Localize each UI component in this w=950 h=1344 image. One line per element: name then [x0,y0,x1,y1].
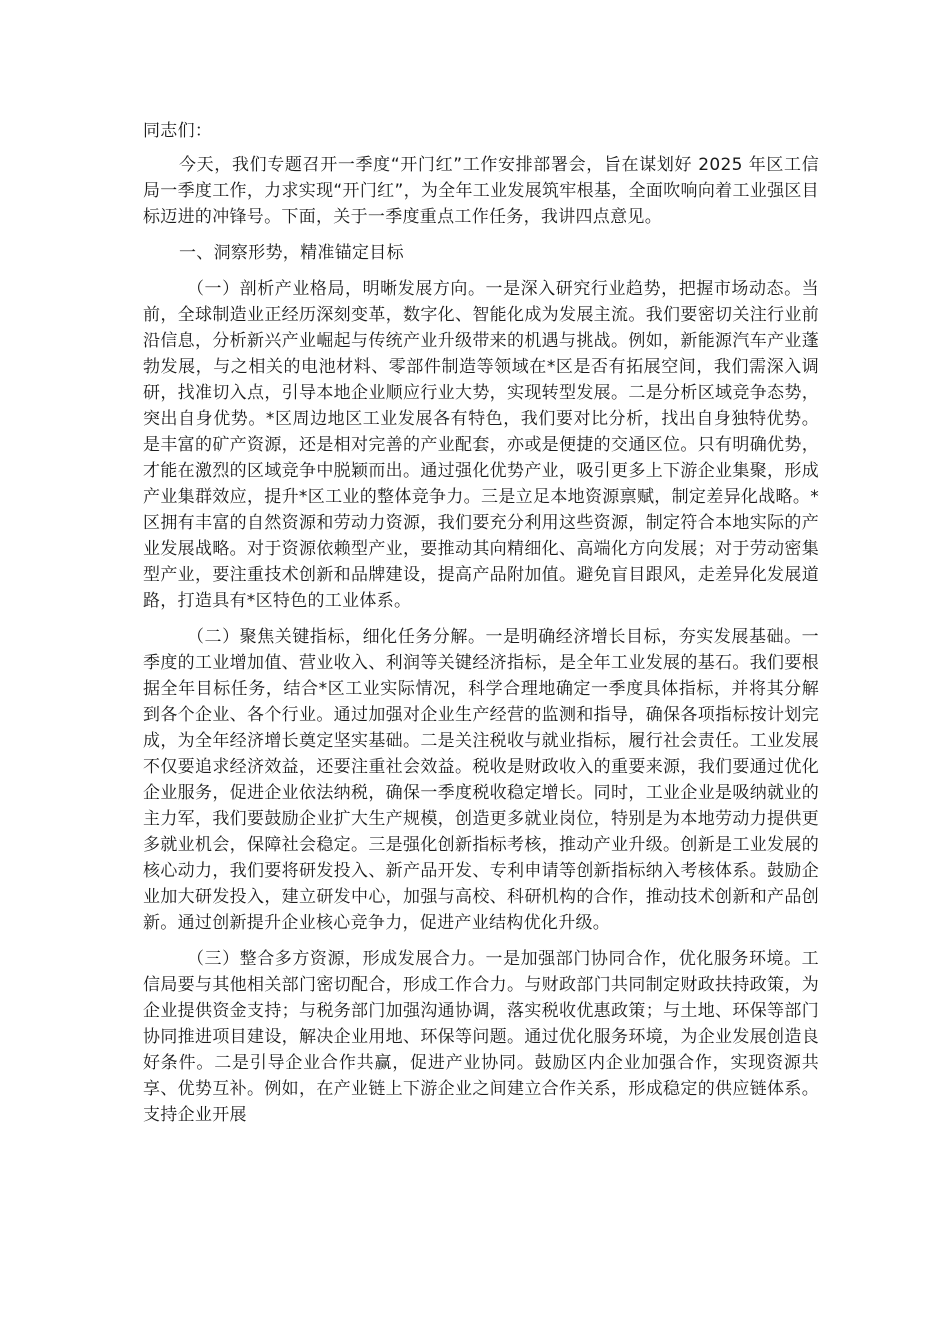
paragraph-1: （一）剖析产业格局，明晰发展方向。一是深入研究行业趋势，把握市场动态。当前，全球制造业正经历深刻变革，数字化、智能化成为发展主流。我们要密切关注行业前沿信息，分析新兴产业崛起与传统产业升级带来的机遇与挑战。例如，新能源汽车产业蓬勃发展，与之相关的电池材料、零部件制造等领域在*区是否有拓展空间，我们需深入调研，找准切入点，引导本地企业顺应行业大势，实现转型发展。二是分析区域竞争态势，突出自身优势。*区周边地区工业发展各有特色，我们要对比分析，找出自身独特优势。是丰富的矿产资源，还是相对完善的产业配套，亦或是便捷的交通区位。只有明确优势，才能在激烈的区域竞争中脱颖而出。通过强化优势产业，吸引更多上下游企业集聚，形成产业集群效应，提升*区工业的整体竞争力。三是立足本地资源禀赋，制定差异化战略。*区拥有丰富的自然资源和劳动力资源，我们要充分利用这些资源，制定符合本地实际的产业发展战略。对于资源依赖型产业，要推动其向精细化、高端化方向发展；对于劳动密集型产业，要注重技术创新和品牌建设，提高产品附加值。避免盲目跟风，走差异化发展道路，打造具有*区特色的工业体系。 [143,279,819,611]
section-heading-1: 一、洞察形势，精准锚定目标 [179,243,404,263]
intro-paragraph: 今天，我们专题召开一季度“开门红”工作安排部署会，旨在谋划好 2025 年区工信局一季度工作，力求实现“开门红”，为全年工业发展筑牢根基，全面吹响向着工业强区目标迈进的冲锋号。下面，关于一季度重点工作任务，我讲四点意见。 [143,155,819,227]
paragraph-3: （三）整合多方资源，形成发展合力。一是加强部门协同合作，优化服务环境。工信局要与其他相关部门密切配合，形成工作合力。与财政部门共同制定财政扶持政策，为企业提供资金支持；与税务部门加强沟通协调，落实税收优惠政策；与土地、环保等部门协同推进项目建设，解决企业用地、环保等问题。通过优化服务环境，为企业发展创造良好条件。二是引导企业合作共赢，促进产业协同。鼓励区内企业加强合作，实现资源共享、优势互补。例如，在产业链上下游企业之间建立合作关系，形成稳定的供应链体系。支持企业开展 [143,949,819,1125]
paragraph-2: （二）聚焦关键指标，细化任务分解。一是明确经济增长目标，夯实发展基础。一季度的工业增加值、营业收入、利润等关键经济指标，是全年工业发展的基石。我们要根据全年目标任务，结合*区工业实际情况，科学合理地确定一季度具体指标，并将其分解到各个企业、各个行业。通过加强对企业生产经营的监测和指导，确保各项指标按计划完成，为全年经济增长奠定坚实基础。二是关注税收与就业指标，履行社会责任。工业发展不仅要追求经济效益，还要注重社会效益。税收是财政收入的重要来源，我们要通过优化企业服务，促进企业依法纳税，确保一季度税收稳定增长。同时，工业企业是吸纳就业的主力军，我们要鼓励企业扩大生产规模，创造更多就业岗位，特别是为本地劳动力提供更多就业机会，保障社会稳定。三是强化创新指标考核，推动产业升级。创新是工业发展的核心动力，我们要将研发投入、新产品开发、专利申请等创新指标纳入考核体系。鼓励企业加大研发投入，建立研发中心，加强与高校、科研机构的合作，推动技术创新和产品创新。通过创新提升企业核心竞争力，促进产业结构优化升级。 [143,627,819,933]
salutation: 同志们： [143,121,213,141]
document-body [143,118,819,1138]
